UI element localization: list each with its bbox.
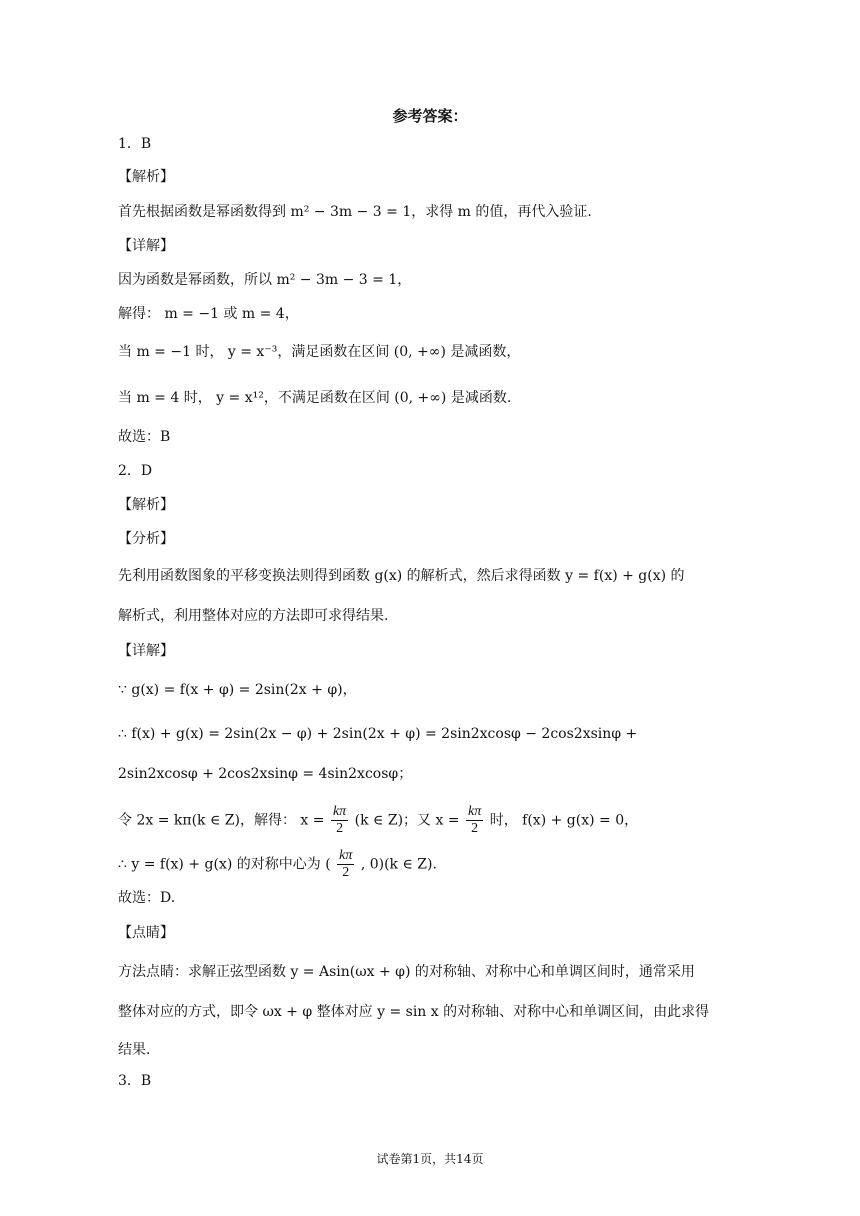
fraction [337, 848, 354, 881]
line-q1-ans: 故选：B [118, 429, 171, 445]
line-q2-l4: ∴ f(x) + g(x) = 2sin(2x − φ) + 2sin(2x + φ) = 2sin2xcosφ − 2cos2xsinφ + [118, 726, 638, 742]
text-segment: 令 2x = kπ(k ∈ Z)，解得： x = [118, 812, 325, 829]
line-q1-xiangjie: 【详解】 [118, 238, 174, 254]
fraction [466, 804, 483, 837]
fraction-denominator: 2 [342, 865, 350, 880]
line-q2-l9: 整体对应的方式，即令 ωx + φ 整体对应 y = sin x 的对称轴、对称中心和单调区间，由此求得 [118, 1004, 710, 1020]
line-q2-l3: ∵ g(x) = f(x + φ) = 2sin(2x + φ)， [118, 682, 357, 698]
line-q2-l10: 结果. [118, 1042, 151, 1058]
line-q1-l2: 因为函数是幂函数，所以 m² − 3m − 3 = 1， [118, 272, 412, 288]
line-q1-l1: 首先根据函数是幂函数得到 m² − 3m − 3 = 1，求得 m 的值，再代入验证. [118, 204, 592, 220]
line-q2-l7 [118, 848, 437, 881]
line-q2-l1: 先利用函数图象的平移变换法则得到函数 g(x) 的解析式，然后求得函数 y = f(x) + g(x) 的 [118, 568, 685, 584]
line-q2-l8: 方法点睛：求解正弦型函数 y = Asin(ωx + φ) 的对称轴、对称中心和单调区间时，通常采用 [118, 964, 695, 980]
fraction-denominator: 2 [471, 821, 479, 836]
line-q1-jiexi: 【解析】 [118, 169, 174, 185]
page-title: 参考答案： [392, 107, 468, 125]
line-q2: 2．D [118, 463, 153, 479]
line-q2-jiexi: 【解析】 [118, 497, 174, 513]
line-q2-l6 [118, 804, 638, 837]
line-q1-l5: 当 m = 4 时， y = x¹²，不满足函数在区间 (0, +∞) 是减函数. [118, 390, 512, 406]
line-q3: 3．B [118, 1073, 152, 1089]
line-q2-l2: 解析式，利用整体对应的方法即可求得结果. [118, 608, 389, 624]
line-q2-l5: 2sin2xcosφ + 2cos2xsinφ = 4sin2xcosφ； [118, 766, 413, 782]
line-q2-fenxi: 【分析】 [118, 531, 174, 547]
text-segment: (k ∈ Z)；又 x = [354, 812, 460, 829]
line-q2-ans: 故选：D. [118, 890, 176, 906]
text-segment: , 0)(k ∈ Z). [360, 856, 437, 873]
line-q1-l3: 解得： m = −1 或 m = 4， [118, 306, 299, 322]
fraction [331, 804, 348, 837]
fraction-numerator: kπ [339, 848, 353, 863]
line-q1: 1．B [118, 136, 152, 152]
text-segment: 时， f(x) + g(x) = 0， [489, 812, 639, 829]
line-q1-l4: 当 m = −1 时， y = x⁻³，满足函数在区间 (0, +∞) 是减函数， [118, 344, 521, 360]
fraction-numerator: kπ [468, 804, 482, 819]
line-q2-xiangjie: 【详解】 [118, 643, 174, 659]
text-segment: ∴ y = f(x) + g(x) 的对称中心为 ( [118, 856, 331, 873]
line-q2-dianjing: 【点睛】 [118, 925, 174, 941]
fraction-denominator: 2 [336, 821, 344, 836]
page-footer: 试卷第1页，共14页 [376, 1152, 484, 1166]
fraction-numerator: kπ [332, 804, 347, 819]
